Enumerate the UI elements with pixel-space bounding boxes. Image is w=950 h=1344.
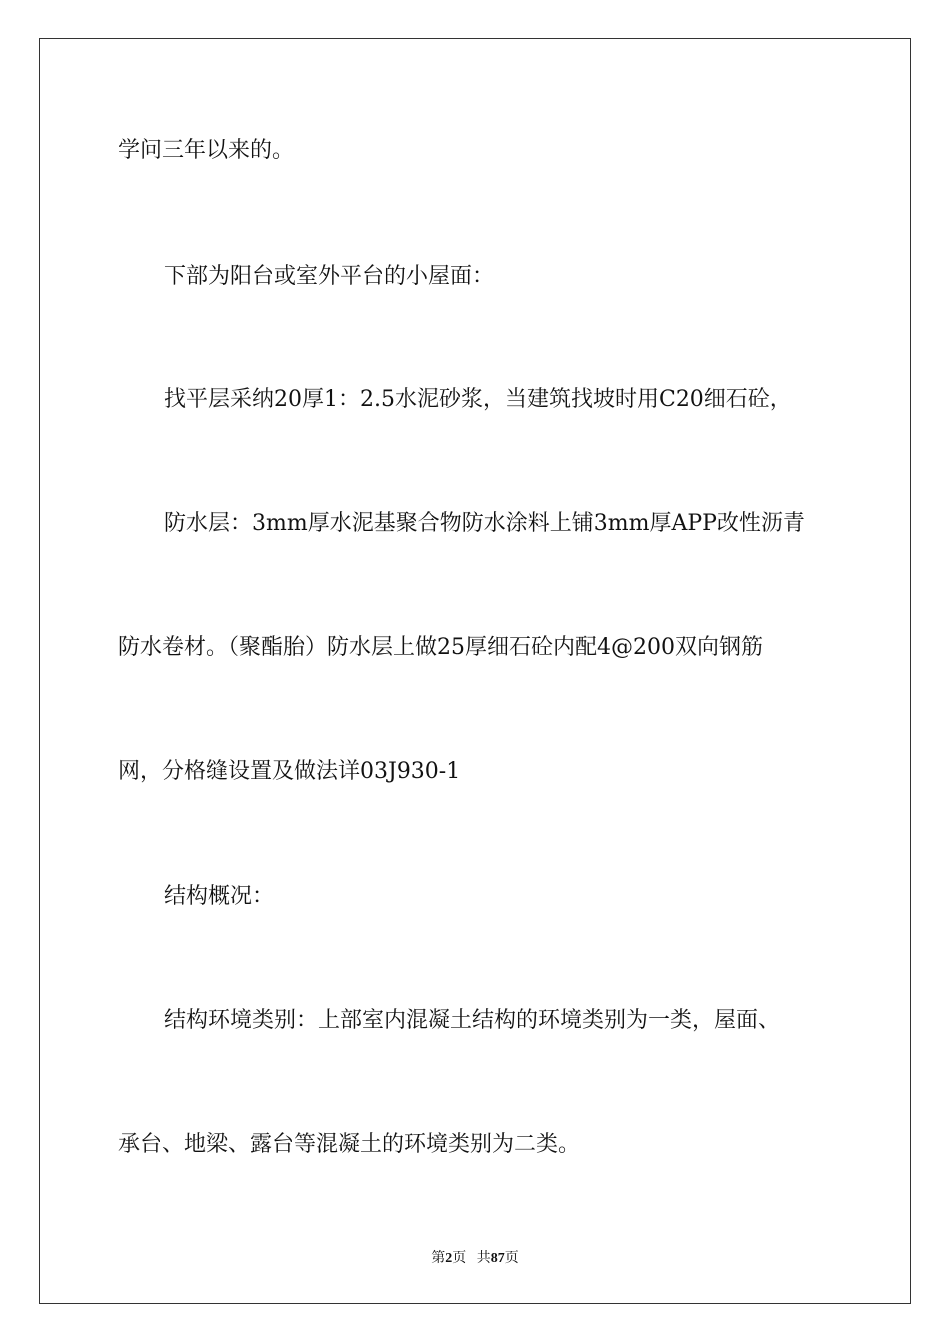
- footer-total-suffix: 页: [504, 1251, 519, 1266]
- text-line-2: 下部为阳台或室外平台的小屋面：: [164, 264, 495, 289]
- page-border: [39, 38, 911, 1304]
- text-line-7: 结构概况：: [164, 884, 275, 909]
- text-line-8: 结构环境类别：上部室内混凝土结构的环境类别为一类，屋面、: [164, 1008, 781, 1033]
- page-footer: [0, 1247, 950, 1267]
- text-line-6: 网，分格缝设置及做法详03J930-1: [118, 759, 461, 784]
- footer-total-prefix: 共: [476, 1251, 491, 1266]
- footer-page-suffix: 页: [452, 1251, 467, 1266]
- footer-total-pages: 87: [490, 1251, 505, 1266]
- footer-prefix: 第: [431, 1251, 446, 1266]
- text-line-9: 承台、地梁、露台等混凝土的环境类别为二类。: [118, 1132, 581, 1157]
- footer-page-number: 2: [445, 1251, 453, 1266]
- text-line-1: 学问三年以来的。: [118, 138, 295, 163]
- text-line-3: 找平层采纳20厚1：2.5水泥砂浆，当建筑找坡时用C20细石砼，: [164, 387, 792, 412]
- text-line-5: 防水卷材。（聚酯胎）防水层上做25厚细石砼内配4@200双向钢筋: [118, 635, 763, 660]
- text-line-4: 防水层：3mm厚水泥基聚合物防水涂料上铺3mm厚APP改性沥青: [164, 511, 805, 536]
